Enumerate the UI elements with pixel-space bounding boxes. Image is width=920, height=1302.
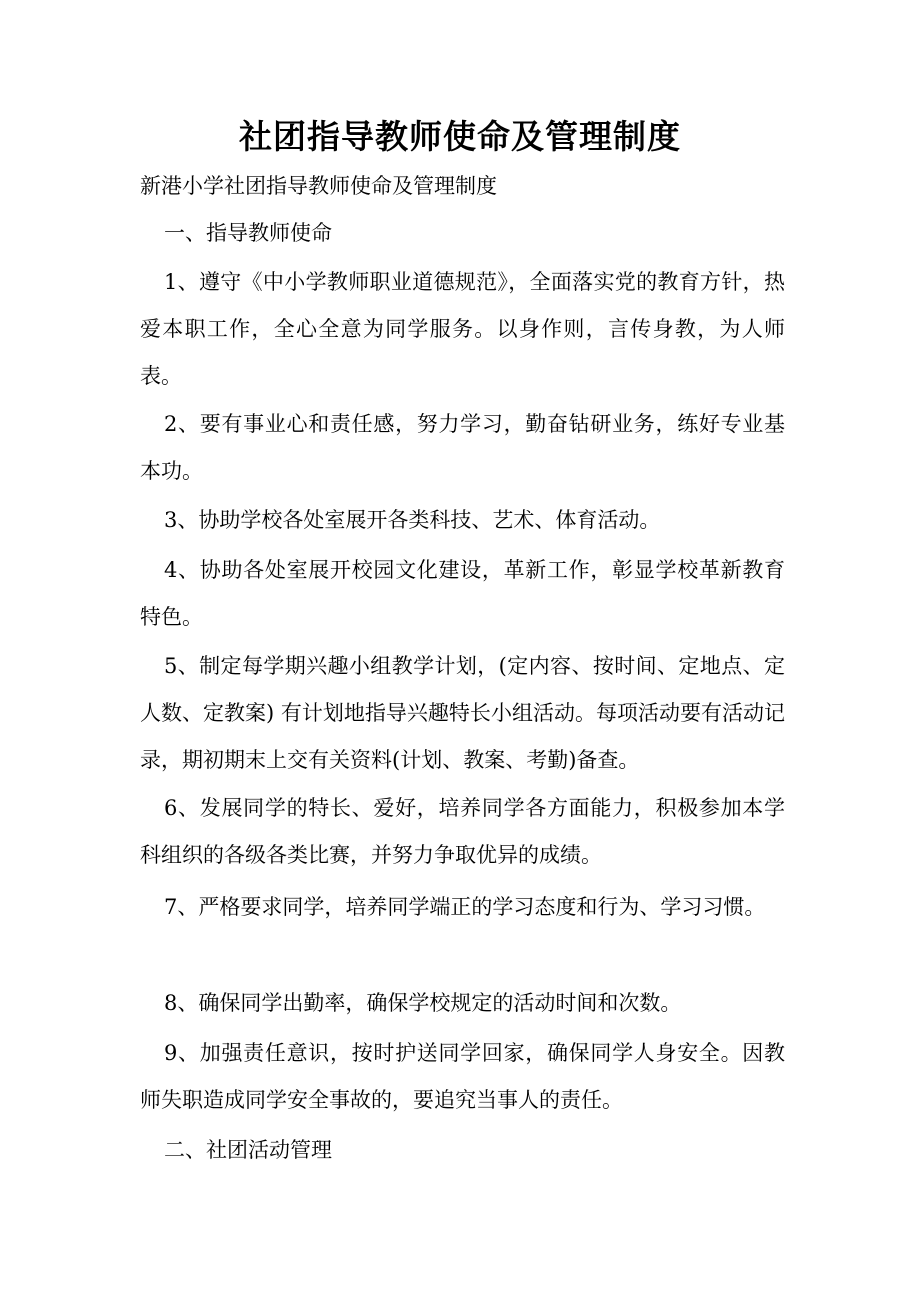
duty-item-5: 5、制定每学期兴趣小组教学计划，(定内容、按时间、定地点、定人数、定教案) 有计划地指导兴趣特长小组活动。每项活动要有活动记录，期初期末上交有关资料(计划、教案、考勤)备查。 — [140, 654, 785, 772]
duty-item-7: 7、严格要求同学，培养同学端正的学习态度和行为、学习习惯。 — [164, 895, 766, 919]
document-subtitle: 新港小学社团指导教师使命及管理制度 — [140, 174, 497, 198]
duty-item-8: 8、确保同学出勤率，确保学校规定的活动时间和次数。 — [164, 991, 682, 1015]
section-heading-duties: 一、指导教师使命 — [164, 221, 332, 245]
duty-item-4: 4、协助各处室展开校园文化建设，革新工作，彰显学校革新教育特色。 — [140, 558, 785, 629]
duty-item-2: 2、要有事业心和责任感，努力学习，勤奋钻研业务，练好专业基本功。 — [140, 412, 785, 483]
duty-item-3: 3、协助学校各处室展开各类科技、艺术、体育活动。 — [164, 508, 661, 532]
section-heading-management: 二、社团活动管理 — [164, 1138, 332, 1162]
duty-item-6: 6、发展同学的特长、爱好，培养同学各方面能力，积极参加本学科组织的各级各类比赛，并努力争取优异的成绩。 — [140, 796, 785, 867]
duty-item-9: 9、加强责任意识，按时护送同学回家，确保同学人身安全。因教师失职造成同学安全事故的，要追究当事人的责任。 — [140, 1041, 785, 1112]
duty-item-1: 1、遵守《中小学教师职业道德规范》，全面落实党的教育方针，热爱本职工作，全心全意为同学服务。以身作则，言传身教，为人师表。 — [140, 270, 785, 388]
document-title: 社团指导教师使命及管理制度 — [239, 117, 681, 156]
